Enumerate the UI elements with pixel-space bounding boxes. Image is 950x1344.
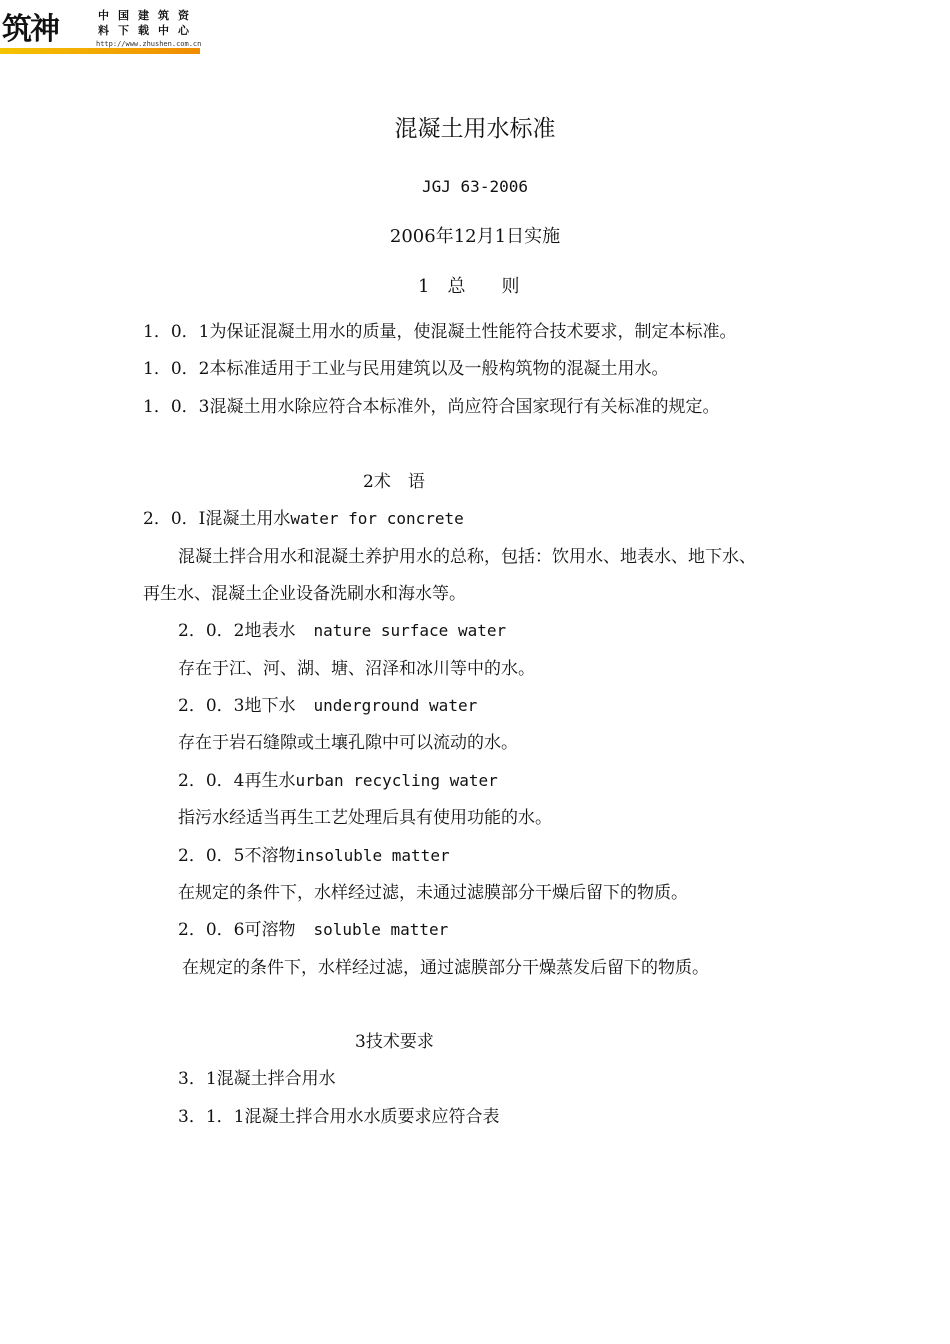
term-2-0-4-label: 2．0．4再生水 — [178, 771, 296, 791]
clause-1-0-1: 1．0．1为保证混凝土用水的质量，使混凝土性能符合技术要求，制定本标准。 — [143, 322, 737, 342]
term-2-0-3-label: 2．0．3地下水 — [178, 696, 296, 716]
term-2-0-2-def: 存在于江、河、湖、塘、沼泽和冰川等中的水。 — [178, 659, 535, 679]
term-2-0-6-def: 在规定的条件下，水样经过滤，通过滤膜部分干燥蒸发后留下的物质。 — [182, 958, 709, 978]
logo-text-row2: 料下载中心 — [98, 24, 198, 37]
term-2-0-1-def-a: 混凝土拌合用水和混凝土养护用水的总称，包括：饮用水、地表水、地下水、 — [178, 547, 756, 567]
logo-text — [98, 8, 202, 38]
term-2-0-3-en: underground water — [313, 696, 478, 715]
term-2-0-3 — [178, 695, 477, 717]
effective-date: 2006年12月1日实施 — [389, 226, 561, 247]
section-3-heading: 3技术要求 — [355, 1032, 434, 1052]
term-2-0-1-en: water for concrete — [290, 509, 464, 528]
clause-1-0-2: 1．0．2本标准适用于工业与民用建筑以及一般构筑物的混凝土用水。 — [143, 359, 669, 379]
term-2-0-2-en: nature surface water — [313, 621, 507, 640]
term-2-0-6-en: soluble matter — [313, 920, 449, 939]
logo-url: http://www.zhushen.com.cn — [96, 40, 202, 48]
term-2-0-5-def: 在规定的条件下，水样经过滤，未通过滤膜部分干燥后留下的物质。 — [178, 883, 688, 903]
term-2-0-5 — [178, 845, 450, 867]
standard-code: JGJ 63-2006 — [422, 177, 528, 196]
term-2-0-1-label: 2．0．I混凝土用水 — [143, 509, 291, 529]
logo-text-row1: 中国建筑资 — [98, 9, 198, 22]
term-2-0-1 — [143, 508, 464, 530]
logo-bar — [0, 48, 200, 54]
term-2-0-4-en: urban recycling water — [295, 771, 498, 790]
term-2-0-6 — [178, 919, 448, 941]
term-2-0-4-def: 指污水经适当再生工艺处理后具有使用功能的水。 — [178, 808, 552, 828]
term-2-0-2-label: 2．0．2地表水 — [178, 621, 296, 641]
clause-3-1: 3．1混凝土拌合用水 — [178, 1069, 336, 1089]
term-2-0-4 — [178, 770, 498, 792]
term-2-0-2 — [178, 620, 506, 642]
term-2-0-6-label: 2．0．6可溶物 — [178, 920, 296, 940]
logo-mark: 筑神 — [2, 12, 58, 47]
term-2-0-1-def-b: 再生水、混凝土企业设备洗刷水和海水等。 — [143, 584, 466, 604]
site-logo — [0, 0, 200, 56]
clause-3-1-1: 3．1．1混凝土拌合用水水质要求应符合表 — [178, 1107, 500, 1127]
term-2-0-5-label: 2．0．5不溶物 — [178, 846, 296, 866]
clause-1-0-3: 1．0．3混凝土用水除应符合本标准外，尚应符合国家现行有关标准的规定。 — [143, 397, 720, 417]
section-2-heading: 2术 语 — [363, 472, 425, 492]
term-2-0-5-en: insoluble matter — [295, 846, 450, 865]
term-2-0-3-def: 存在于岩石缝隙或土壤孔隙中可以流动的水。 — [178, 733, 518, 753]
document-title: 混凝土用水标准 — [394, 116, 556, 142]
section-1-heading: 1 总 则 — [418, 276, 520, 297]
